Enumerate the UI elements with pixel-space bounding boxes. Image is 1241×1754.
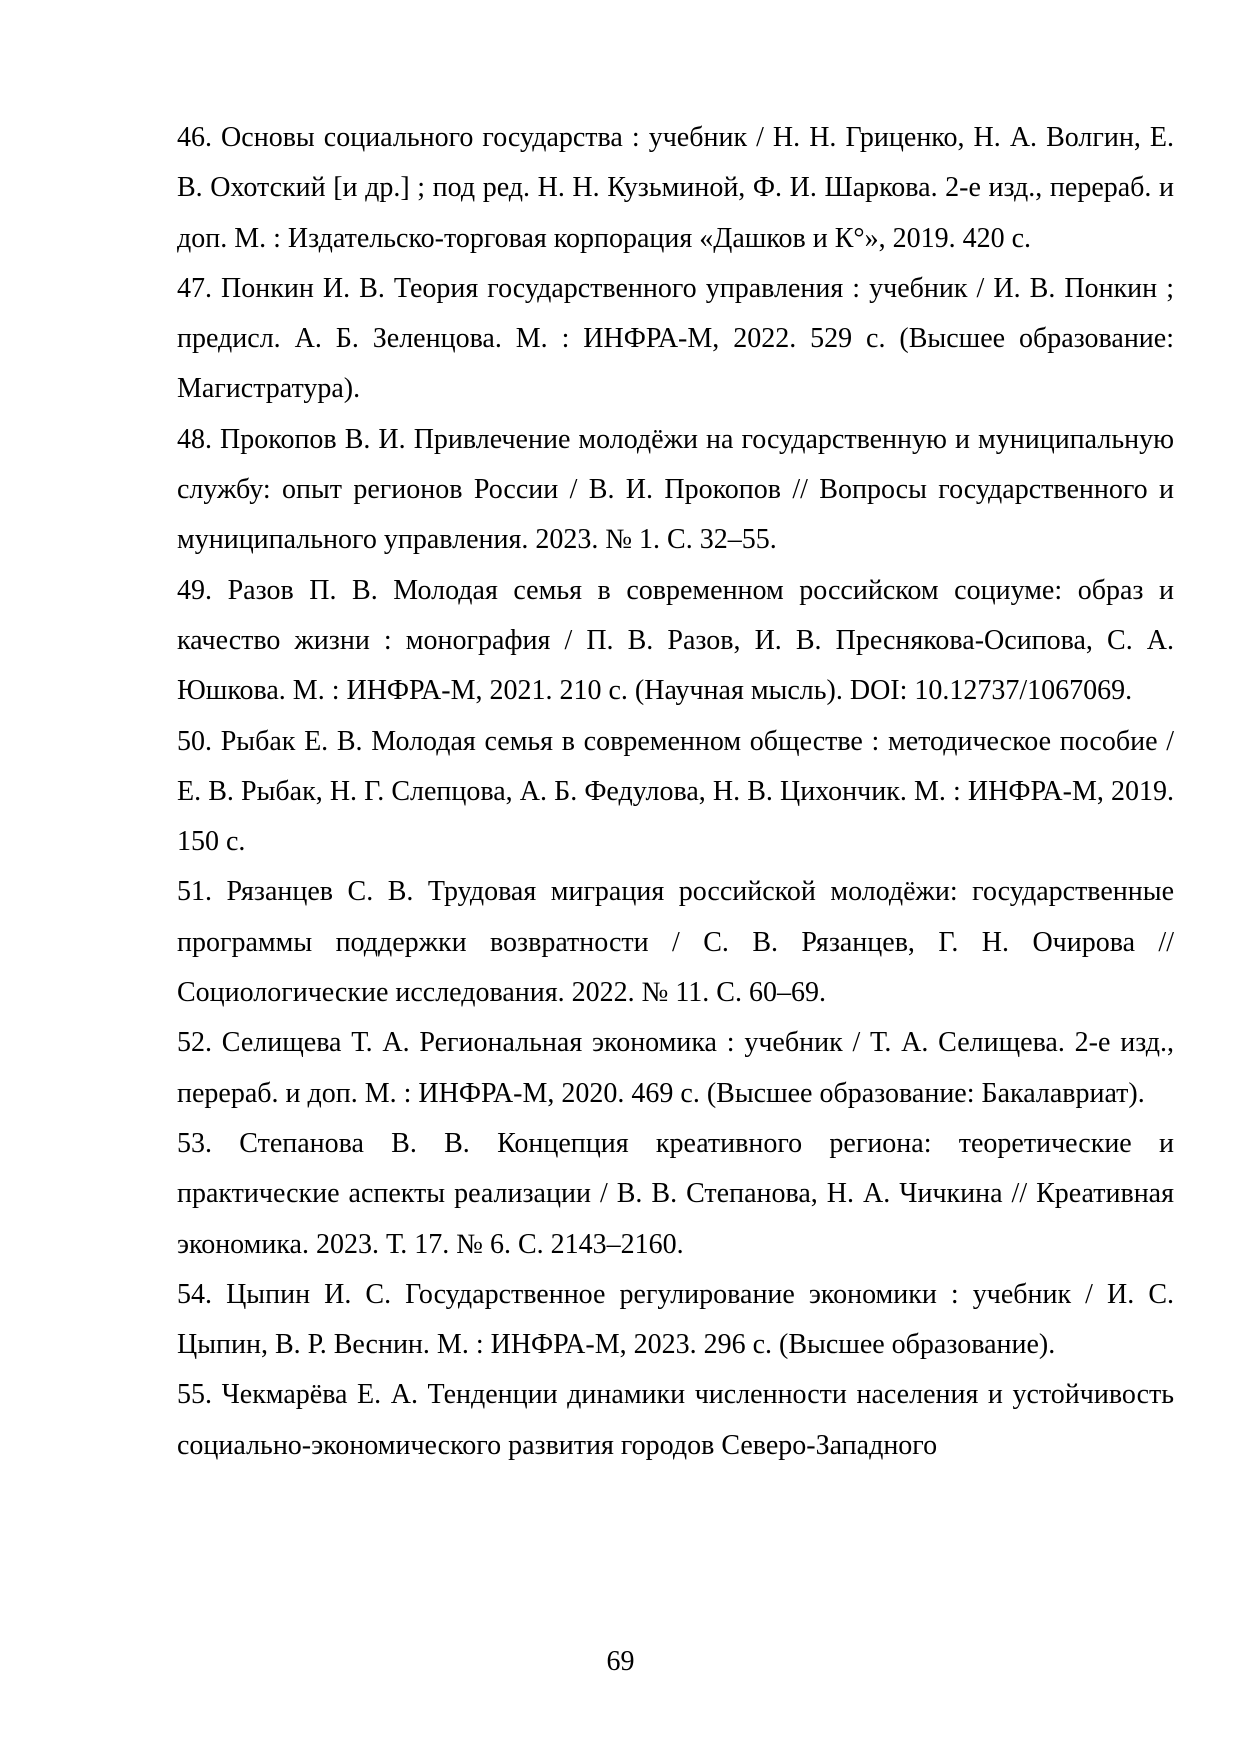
reference-item-54: 54. Цыпин И. С. Государственное регулирование экономики : учебник / И. С. Цыпин, В. Р. Веснин. М. : ИНФРА-М, 2023. 296 с. (Высшее образование). — [177, 1278, 1174, 1361]
reference-list — [177, 113, 1174, 1471]
reference-item-53: 53. Степанова В. В. Концепция креативного региона: теоретические и практические аспекты реализации / В. В. Степанова, Н. А. Чичкина // Креативная экономика. 2023. Т. 17. № 6. С. 2143–2160. — [177, 1127, 1174, 1260]
reference-item-51: 51. Рязанцев С. В. Трудовая миграция российской молодёжи: государственные программы поддержки возвратности / С. В. Рязанцев, Г. Н. Очирова // Социологические исследования. 2022. № 11. С. 60–69. — [177, 876, 1174, 1009]
reference-item-49: 49. Разов П. В. Молодая семья в современном российском социуме: образ и качество жизни : монография / П. В. Разов, И. В. Преснякова-Осипова, С. А. Юшкова. М. : ИНФРА-М, 2021. 210 с. (Научная мысль). DOI: 10.12737/1067069. — [177, 574, 1174, 707]
page-number: 69 — [606, 1646, 635, 1677]
reference-item-52: 52. Селищева Т. А. Региональная экономика : учебник / Т. А. Селищева. 2-е изд., перераб. и доп. М. : ИНФРА-М, 2020. 469 с. (Высшее образование: Бакалавриат). — [177, 1027, 1174, 1109]
reference-item-47: 47. Понкин И. В. Теория государственного управления : учебник / И. В. Понкин ; предисл. А. Б. Зеленцова. М. : ИНФРА-М, 2022. 529 с. (Высшее образование: Магистратура). — [177, 272, 1174, 405]
reference-item-48: 48. Прокопов В. И. Привлечение молодёжи на государственную и муниципальную службу: опыт регионов России / В. И. Прокопов // Вопросы государственного и муниципального управления. 2023. № 1. С. 32–55. — [177, 423, 1174, 556]
reference-item-46: 46. Основы социального государства : учебник / Н. Н. Гриценко, Н. А. Волгин, Е. В. Охотский [и др.] ; под ред. Н. Н. Кузьминой, Ф. И. Шаркова. 2-е изд., перераб. и доп. М. : Издательско-торговая корпорация «Дашков и К°», 2019. 420 с. — [177, 122, 1174, 254]
reference-item-55: 55. Чекмарёва Е. А. Тенденции динамики численности населения и устойчивость социально-экономического развития городов Северо-Западного — [177, 1379, 1174, 1461]
reference-item-50: 50. Рыбак Е. В. Молодая семья в современном обществе : методическое пособие / Е. В. Рыбак, Н. Г. Слепцова, А. Б. Федулова, Н. В. Цихончик. М. : ИНФРА-М, 2019. 150 с. — [177, 725, 1174, 858]
